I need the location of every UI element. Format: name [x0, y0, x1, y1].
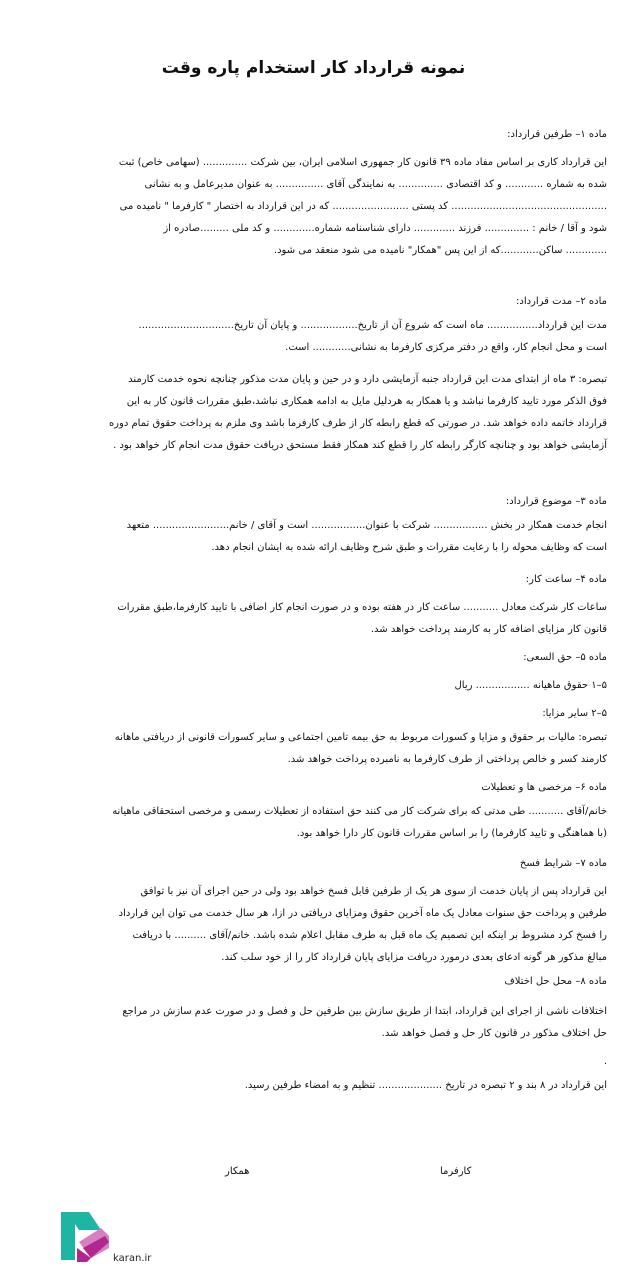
section-8-body — [20, 1001, 607, 1045]
text-line: ............. ساکن............که از این پس "همکار" نامیده می شود منعقد می شود. — [273, 245, 607, 256]
document-title: نمونه قرارداد کار استخدام پاره وقت — [161, 58, 466, 78]
section-1-heading: ماده ۱– طرفین قرارداد: — [507, 129, 607, 140]
section-3-heading: ماده ۳– موضوع قرارداد: — [505, 496, 607, 507]
signature-employer: کارفرما — [440, 1166, 472, 1177]
section-4-heading: ماده ۴– ساعت کار: — [525, 574, 607, 585]
logo-site-text: karan.ir — [113, 1253, 152, 1264]
section-6-heading: ماده ۶– مرخصی ها و تعطیلات — [481, 782, 607, 793]
text-line: قرارداد خاتمه داده خواهد شد. در صورتی که قطع رابطه کار از طرف کارفرما باشد وی ملزم به پرداخت حقوق تمام دوره — [108, 418, 607, 429]
section-6-body — [20, 801, 607, 845]
text-line: شود و آقا / خانم : .............. فرزند ............. دارای شناسنامه شماره............. و کد ملی .........صادره از — [163, 223, 607, 234]
text-line: طرفین و پرداخت حق سنوات معادل یک ماه آخرین حقوق ومزایای دریافتی در ازا، هر سال خدمت می توان این قرارداد — [118, 908, 607, 919]
text-line: است و محل انجام کار، واقع در دفتر مرکزی کارفرما به نشانی............ است. — [285, 342, 607, 353]
text-line: حل اختلاف مذکور در قانون کار حل و فصل خواهد شد. — [381, 1028, 607, 1039]
stray-dot: . — [603, 1056, 607, 1067]
text-line: انجام خدمت همکار در بخش ................. شرکت با عنوان................. است و آقای / خانم........................ متعهد — [126, 520, 607, 531]
section-1-body — [20, 152, 607, 262]
section-8-heading: ماده ۸– محل حل اختلاف — [504, 976, 607, 987]
section-7-heading: ماده ۷– شرایط فسخ — [519, 858, 607, 869]
text-line: ساعات کار شرکت معادل ........... ساعت کار در هفته بوده و در صورت انجام کار اضافی با تایید کارفرما،طبق مقررات — [117, 602, 607, 613]
text-line: شده به شماره ............ و کد اقتصادی .............. به نمایندگی آقای ............... به عنوان مدیرعامل و به نشانی — [144, 179, 607, 190]
text-line: است که وظایف محوله را با رعایت مقررات و طبق شرح وظایف ارائه شده به ایشان انجام دهد. — [211, 542, 607, 553]
section-5-item-salary: ۵–۱ حقوق ماهیانه ................. ریال — [454, 680, 607, 691]
text-line: اختلافات ناشی از اجرای این قرارداد، ابتدا از طریق سازش بین طرفین حل و فصل و در صورت عدم سازش در مراجع — [122, 1006, 607, 1017]
section-5-heading: ماده ۵– حق السعی: — [523, 652, 607, 663]
text-line: تبصره: مالیات بر حقوق و مزایا و کسورات مربوط به حق بیمه تامین اجتماعی و سایر کسورات قانونی از دریافتی ماهانه — [114, 732, 607, 743]
text-line: قانون کار مزایای اضافه کار به کارمند پرداخت خواهد شد. — [370, 624, 607, 635]
section-3-body — [20, 515, 607, 559]
text-line: مبالغ مذکور هر گونه ادعای بعدی درمورد دریافت مزایای پایان قرارداد کار را از خود سلب کند. — [221, 952, 607, 963]
section-5-item-benefits: ۵–۲ سایر مزایا: — [542, 708, 607, 719]
section-2-heading: ماده ۲– مدت قرارداد: — [516, 296, 607, 307]
text-line: این قرارداد پس از پایان خدمت از سوی هر یک از طرفین قابل فسخ خواهد بود ولی در حین اجرای آن نیز با توافق — [140, 886, 607, 897]
signature-employee: همکار — [225, 1166, 250, 1177]
text-line: را فسخ کرد مشروط بر اینکه این تصمیم یک ماه قبل به طرف مقابل اعلام شده باشد. خانم/آقای .......... با دریافت — [132, 930, 607, 941]
section-2-note — [20, 369, 607, 457]
text-line: تبصره: ۳ ماه از ابتدای مدت این قرارداد جنبه آزمایشی دارد و در حین و پایان مدت مذکور چنانچه نحوه خدمت کارمند — [128, 374, 607, 385]
text-line: مدت این قرارداد................ ماه است که شروع آن از تاریخ.................. و پایان آن تاریخ.............................. — [138, 320, 607, 331]
text-line: فوق الذکر مورد تایید کارفرما نباشد و یا همکار به هردلیل مایل به ادامه همکاری نباشد،طبق مقررات قانون کار به این — [126, 396, 607, 407]
closing-statement: این قرارداد در ۸ بند و ۲ تبصره در تاریخ .................... تنظیم و به امضاء طرفین رسید. — [244, 1080, 607, 1091]
section-5-note — [20, 727, 607, 771]
text-line: این قرارداد کاری بر اساس مفاد ماده ۳۹ قانون کار جمهوری اسلامی ایران، بین شرکت .............. (سهامی خاص) ثبت — [118, 157, 607, 168]
text-line: (با هماهنگی و تایید کارفرما) را بر اساس مقررات قانون کار دارا خواهد بود. — [296, 828, 607, 839]
section-4-body — [20, 597, 607, 641]
section-7-body — [20, 881, 607, 969]
text-line: خانم/آقای ........... طی مدتی که برای شرکت کار می کنند حق استفاده از تعطیلات رسمی و مرخصی استحقاقی ماهیانه — [112, 806, 607, 817]
text-line: آزمایشی خواهد بود و چنانچه کارگر رابطه کار را قطع کند همکار فقط مستحق دریافت حقوق مدت انجام کار خواهد بود . — [113, 440, 607, 451]
text-line: ................................................. کد پستی ........................ که در این قرارداد به اختصار " کارفرما " نامیده می — [119, 201, 607, 212]
karan-logo-icon — [55, 1208, 110, 1263]
text-line: کارمند کسر و خالص پرداختی از طرف کارفرما به نامبرده پرداخت خواهد شد. — [287, 754, 607, 765]
section-2-body — [20, 315, 607, 359]
